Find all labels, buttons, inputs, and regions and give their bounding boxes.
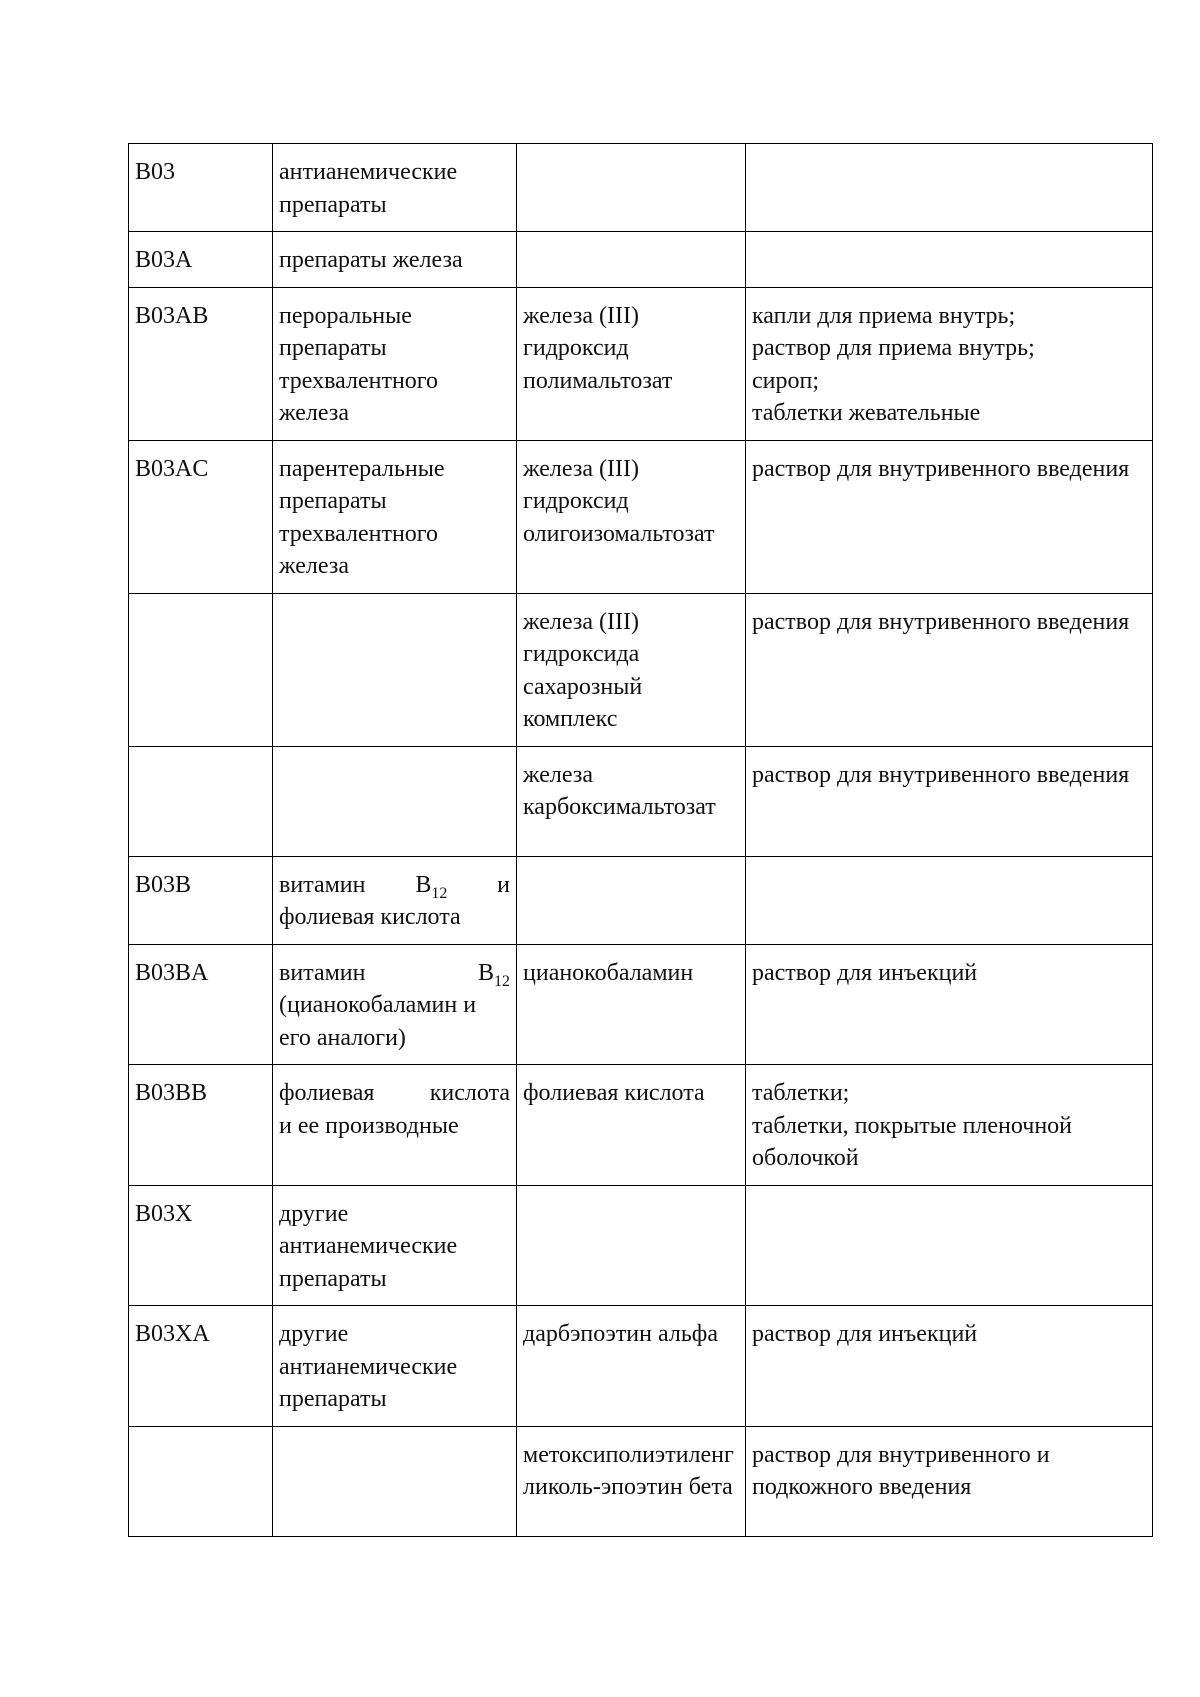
substance-cell [517,232,746,288]
group-name-first-line: витамин $B_{12}$ [279,959,510,990]
atc-code-cell: B03AB [129,287,273,440]
dosage-forms-cell [746,1426,1153,1536]
atc-code-cell: B03B [129,856,273,944]
atc-code-cell [129,746,273,856]
dosage-form: капли для приема внутрь; [752,302,1016,329]
substance-cell [517,856,746,944]
dosage-form: раствор для инъекций [752,959,978,986]
dosage-forms-cell [746,1065,1153,1186]
atc-code-cell: B03A [129,232,273,288]
dosage-form: раствор для инъекций [752,1321,978,1347]
atc-code-cell [129,1426,273,1536]
dosage-forms-cell [746,1185,1153,1306]
atc-code-cell: B03X [129,1185,273,1306]
group-name-cell: фолиевая кислота и ее производные [273,1065,517,1186]
dosage-forms-cell [746,746,1153,856]
substance-cell: железа (III) гидроксид полимальтозат [517,287,746,440]
dosage-forms-cell [746,440,1153,593]
substance-cell: фолиевая кислота [517,1065,746,1186]
table-row [129,440,1153,593]
substance-cell [517,144,746,232]
dosage-form: сироп; [752,367,820,394]
atc-code-cell: B03XA [129,1306,273,1427]
group-name-first-line: витамин $B_{12}$ и [279,871,510,902]
group-name-cell: антианемические препараты [273,144,517,232]
atc-code-cell: B03AC [129,440,273,593]
dosage-form: раствор для внутривенного введения [752,455,1130,482]
dosage-forms-cell [746,593,1153,746]
table-row [129,746,1153,856]
group-name-cell [273,1426,517,1536]
dosage-forms-cell [746,287,1153,440]
dosage-form: раствор для внутривенного введения [752,608,1130,635]
dosage-form: раствор для внутривенного и подкожного введения [752,1441,1050,1500]
group-name-cell: витамин $B_{12}$ и фолиевая кислота [273,856,517,944]
substance-cell: железа (III) гидроксид олигоизомальтозат [517,440,746,593]
substance-cell: железа карбоксимальтозат [517,746,746,856]
table-row [129,944,1153,1065]
atc-code-cell: B03BA [129,944,273,1065]
dosage-forms-cell [746,944,1153,1065]
atc-code-cell [129,593,273,746]
group-name-cell: парентеральные препараты трехвалентного железа [273,440,517,593]
drug-classification-table [128,143,1153,1537]
group-name-cell: витамин $B_{12}$ (цианокобаламин и его аналоги) [273,944,517,1065]
table-row [129,287,1153,440]
substance-cell: метоксиполиэтиленгликоль-эпоэтин бета [517,1426,746,1536]
substance-cell: железа (III) гидроксида сахарозный комплекс [517,593,746,746]
table-row [129,232,1153,288]
group-name-cell: другие антианемические препараты [273,1306,517,1427]
dosage-form: раствор для внутривенного введения [752,761,1130,788]
table-row [129,593,1153,746]
dosage-form: таблетки, покрытые пленочной оболочкой [752,1112,1073,1171]
table-row [129,144,1153,232]
table-row [129,1426,1153,1536]
table-row [129,856,1153,944]
substance-cell: цианокобаламин [517,944,746,1065]
dosage-forms-cell [746,232,1153,288]
group-name-cell: другие антианемические препараты [273,1185,517,1306]
dosage-form: таблетки жевательные [752,400,981,426]
group-name-cell [273,746,517,856]
table-row [129,1185,1153,1306]
group-name-first-line: фолиевая кислота [279,1080,510,1106]
atc-code-cell: B03BB [129,1065,273,1186]
atc-code-cell: B03 [129,144,273,232]
substance-cell: дарбэпоэтин альфа [517,1306,746,1427]
group-name-cell: препараты железа [273,232,517,288]
substance-cell [517,1185,746,1306]
table-row [129,1065,1153,1186]
group-name-cell: пероральные препараты трехвалентного железа [273,287,517,440]
dosage-forms-cell [746,1306,1153,1427]
table-row [129,1306,1153,1427]
dosage-forms-cell [746,856,1153,944]
dosage-form: раствор для приема внутрь; [752,335,1035,361]
group-name-cell [273,593,517,746]
dosage-forms-cell [746,144,1153,232]
dosage-form: таблетки; [752,1080,850,1106]
